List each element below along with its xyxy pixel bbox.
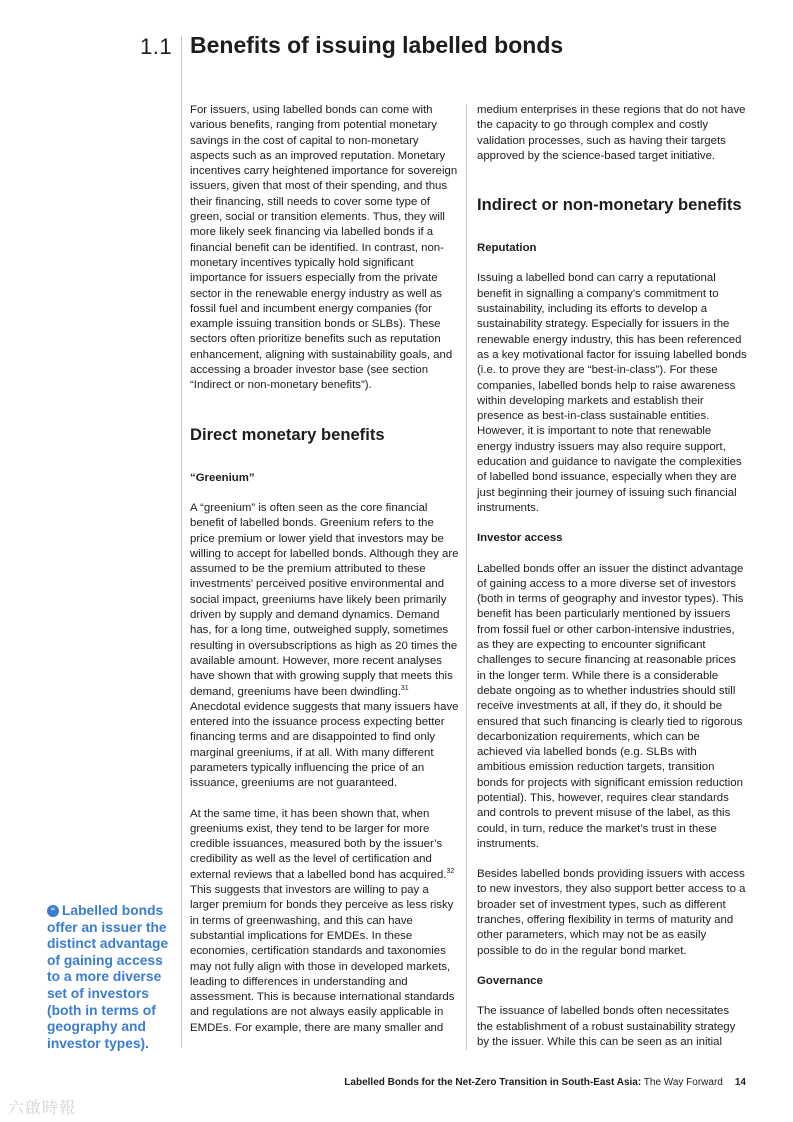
reputation-heading: Reputation [477, 242, 537, 255]
pull-quote-text: Labelled bonds offer an issuer the distinct advantage of gaining access to a more diverse set of investors (both in terms of geography and investor types). [47, 903, 169, 1051]
left-column [190, 103, 460, 1036]
pull-quote [47, 903, 169, 1052]
intro-paragraph: For issuers, using labelled bonds can come with various benefits, ranging from potential monetary savings in the cost of capital to non-monetary aspects such as an improved reputation. Monetary incentives carry heightened importance for sovereign issuers, given that most of their spending, and thus their financing, still needs to cover some type of green, social or transition elements. Thus, they will more likely seek financing via labelled bonds if a financial benefit can be identified. In contrast, non-monetary incentives typically hold significant importance for issuers especially from the private sector in the renewable energy industry as well as fossil fuel and incumbent energy companies (for example issuing transition bonds or SLBs). These sectors often prioritize benefits such as reputation enhancement, aligning with sustainability goals, and accessing a broader investor base (see section “Indirect or non-monetary benefits”). [190, 104, 458, 392]
direct-benefits-heading: Direct monetary benefits [190, 424, 385, 444]
investor-access-heading: Investor access [477, 532, 563, 545]
greenium-paragraph-2 [190, 807, 460, 1036]
greenium-text-2b: This suggests that investors are willing to pay a larger premium for bonds they perceive as less risky in terms of greenwashing, and this can have substantial implications for EMDEs. In these economies, certification standards and taxonomies may not fully align with those in developed markets, leading to differences in understanding and assessment. This is because international standards and regulations are not always easily applicable in EMDEs. For example, there are many smaller and [190, 884, 455, 1034]
page-title: Benefits of issuing labelled bonds [190, 32, 564, 58]
footer [344, 1077, 746, 1088]
greenium-text-1b: Anecdotal evidence suggests that many issuers have entered into the issuance process expecting better financing terms and are disappointed to find only marginal greeniums, if at all. With many different parameters typically influencing the price of an issuance, greeniums are not guaranteed. [190, 700, 459, 790]
footer-report-subtitle: The Way Forward [641, 1077, 723, 1088]
page-number: 14 [734, 1077, 746, 1088]
greenium-text-2a: At the same time, it has been shown that, when greeniums exist, they tend to be larger for more credible issuances, measured both by the issuer’s credibility as well as the level of certification and external reviews that a labelled bond has acquired. [190, 807, 447, 881]
investor-access-paragraph-1: Labelled bonds offer an issuer the distinct advantage of gaining access to a more diverse set of investors (both in terms of geography and investor types). This benefit has been particularly mentioned by issuers from fossil fuel or other carbon-intensive industries, as they are expecting to encounter significant challenges to secure financing at reasonable prices in the longer term. While there is a considerable debate ongoing as to whether industries should still receive investments at all, if they do, it should be ensured that such financing is clearly tied to rigorous decarbonization requirements, which can be achieved via labelled bonds (e.g. SLBs with ambitious emission reduction targets, transition bonds for projects with significant emission reduction potential). This, however, requires clear standards and controls to prevent misuse of the label, as this could, in turn, reduce the market’s trust in these instruments. [477, 562, 744, 850]
column-divider [466, 104, 467, 1050]
continuation-paragraph: medium enterprises in these regions that do not have the capacity to go through complex and costly validation processes, such as having their targets approved by the science-based target initiative. [477, 104, 746, 162]
greenium-paragraph-1 [190, 501, 460, 792]
header-divider [181, 36, 182, 1048]
investor-access-paragraph-2: Besides labelled bonds providing issuers with access to new investors, they also support better access to a broader set of investment types, such as different tranches, offering flexibility in terms of maturity and other parameters, which may not be as easily possible to do in the regular bond market. [477, 868, 746, 957]
governance-heading: Governance [477, 974, 543, 987]
greenium-heading: “Greenium” [190, 471, 255, 484]
governance-paragraph: The issuance of labelled bonds often necessitates the establishment of a robust sustainability strategy by the issuer. While this can be seen as an initial [477, 1005, 736, 1048]
section-number: 1.1 [140, 34, 173, 59]
watermark: 六啟時報 [8, 1100, 77, 1117]
footnote-ref-32[interactable]: 32 [446, 867, 455, 875]
indirect-benefits-heading: Indirect or non-monetary benefits [477, 195, 742, 215]
quote-icon: “ [47, 905, 59, 917]
right-column [477, 103, 747, 1050]
footer-report-title: Labelled Bonds for the Net-Zero Transition in South-East Asia: [344, 1077, 642, 1088]
greenium-text-1a: A “greenium” is often seen as the core financial benefit of labelled bonds. Greenium refers to the price premium or lower yield that investors may be willing to accept for labelled bonds. Although they are assumed to be the premium attributed to these investments’ perceived positive environmental and social impact, greeniums have likely been primarily driven by supply and demand dynamics. Demand has, for a long time, outweighed supply, sometimes resulting in oversubscriptions as high as 20 times the available amount. However, more recent analyses have shown that with growing supply that meets this demand, greeniums have been dwindling. [190, 501, 459, 698]
footnote-ref-31[interactable]: 31 [400, 684, 409, 692]
reputation-paragraph: Issuing a labelled bond can carry a reputational benefit in signalling a company’s commitment to sustainability, including its efforts to develop a sustainability strategy. Especially for issuers in the renewable energy industry, this has been referenced as a key motivational factor for issuing labelled bonds (i.e. to prove they are “best-in-class”). For these companies, labelled bonds help to raise awareness within developing markets and establish their presence as best-in-class sustainable entities. However, it is important to note that renewable energy industry issuers may also require support, education and guidance to navigate the complexities of labelled bond issuance, especially when they are just beginning their journey of issuing such financial instruments. [477, 272, 747, 514]
